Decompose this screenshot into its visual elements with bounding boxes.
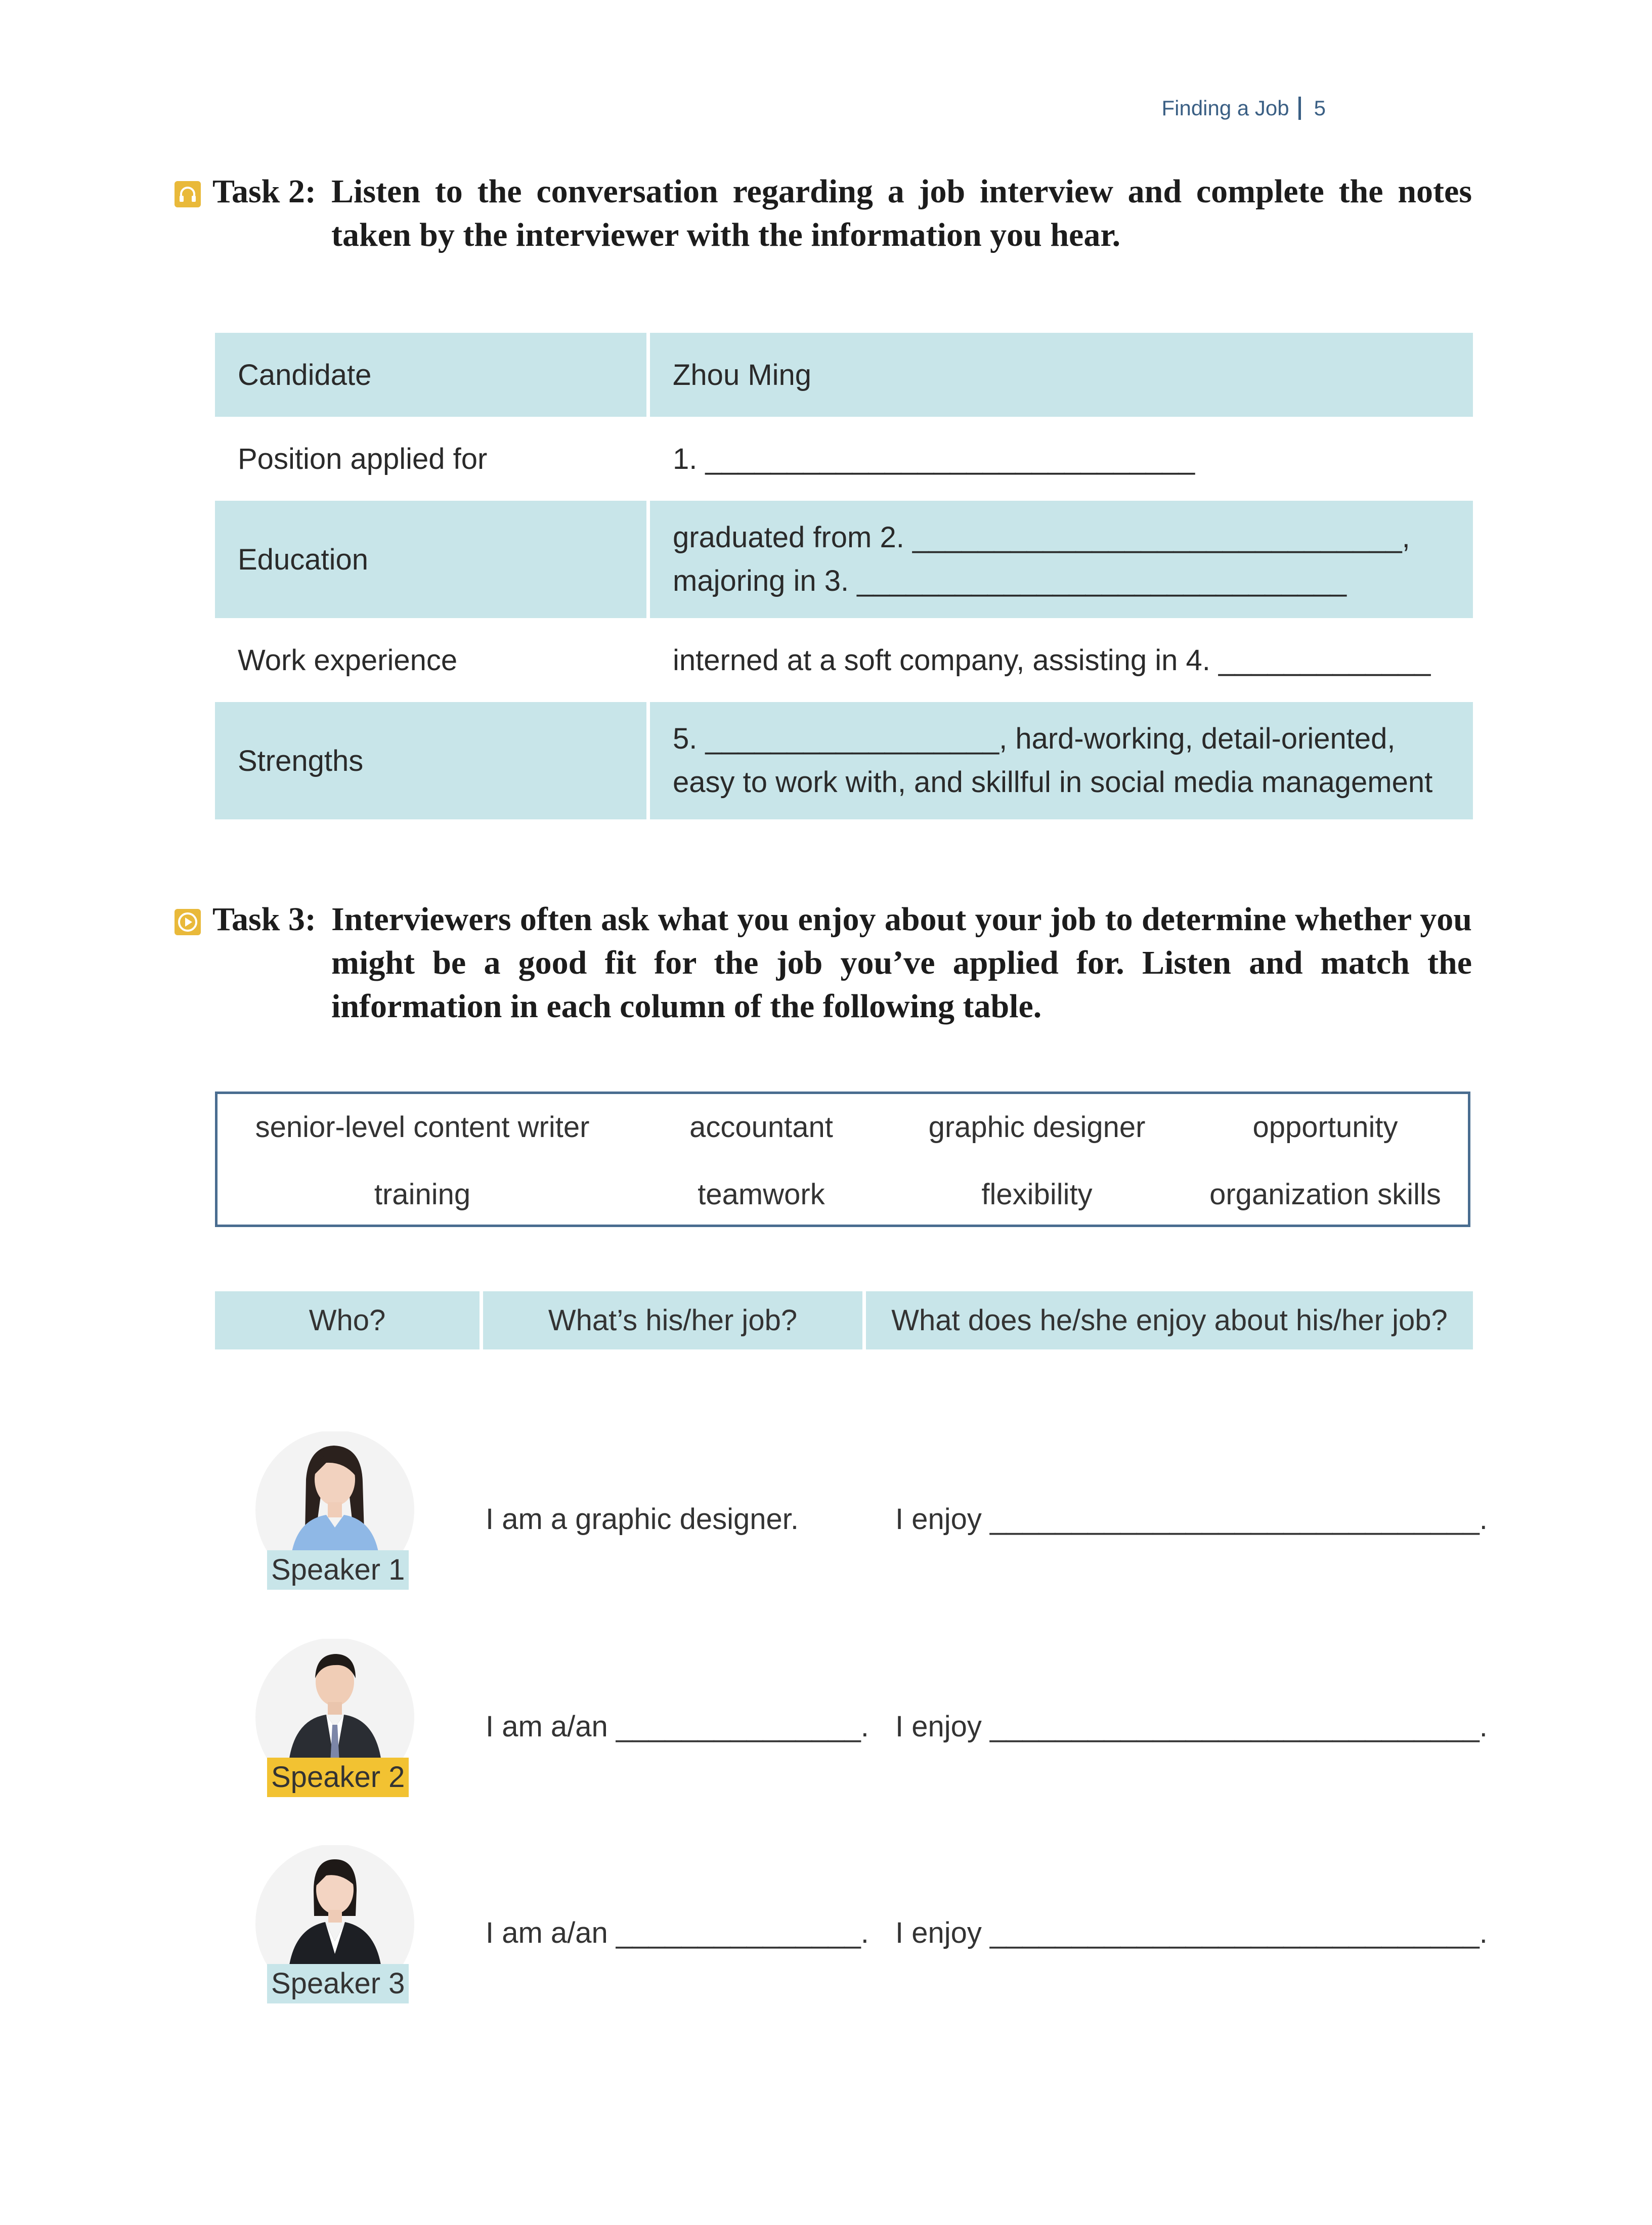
task-2-label: Task 2: [212,173,316,210]
speaker-1-photo [255,1431,415,1558]
notes-row-position [215,417,1473,501]
page-number: 5 [1314,96,1326,120]
notes-row-education [215,501,1473,618]
column-header-job: What’s his/her job? [483,1291,866,1349]
speaker-1-job: I am a graphic designer. [486,1503,799,1536]
chapter-title: Finding a Job [1161,96,1289,120]
speaker-3-job-blank[interactable]: I am a/an _______________. [486,1916,869,1949]
notes-row-work-experience [215,618,1473,702]
blank-2[interactable]: graduated from 2. ______________________________, [673,521,1410,554]
strengths-text: easy to work with, and skillful in social media management [673,766,1433,799]
speaker-1-tag: Speaker 1 [267,1550,409,1590]
notes-row-candidate [215,333,1473,417]
blank-4[interactable]: interned at a soft company, assisting in 4. _____________ [673,643,1431,677]
speaker-3-tag: Speaker 3 [267,1964,409,2003]
field-value [648,702,1473,819]
blank-3[interactable]: majoring in 3. ______________________________ [673,564,1346,597]
word-option[interactable]: opportunity [1252,1111,1398,1144]
column-header-who: Who? [215,1291,483,1349]
word-bank [215,1092,1470,1227]
field-value [648,501,1473,618]
speaker-2-tag: Speaker 2 [267,1758,409,1797]
word-option[interactable]: training [374,1178,471,1211]
blank-5[interactable]: 5. __________________, hard-working, detail-oriented, [673,722,1396,755]
speaker-2-enjoy-blank[interactable]: I enjoy ______________________________. [895,1710,1488,1743]
word-option[interactable]: organization skills [1209,1178,1441,1211]
field-label: Strengths [215,702,648,819]
header-divider [1298,97,1301,120]
notes-row-strengths [215,702,1473,819]
speaker-3-enjoy-blank[interactable]: I enjoy ______________________________. [895,1916,1488,1949]
speaker-2-photo [255,1639,415,1765]
interview-notes-table [215,333,1473,819]
word-option[interactable]: flexibility [981,1178,1093,1211]
field-label: Position applied for [215,417,648,501]
task-3-label: Task 3: [212,901,316,938]
word-option[interactable]: teamwork [698,1178,825,1211]
field-value: Zhou Ming [648,333,1473,417]
matching-table-header [215,1291,1473,1349]
task-3-instruction: Interviewers often ask what you enjoy about your job to determine whether you might be a good fit for the job you’ve applied for. Listen and match the information in each column of the following table. [331,901,1472,1025]
column-header-enjoy: What does he/she enjoy about his/her job? [866,1291,1473,1349]
speaker-1-enjoy-blank[interactable]: I enjoy ______________________________. [895,1503,1488,1536]
blank-1[interactable]: 1. ______________________________ [673,442,1195,475]
word-option[interactable]: graphic designer [928,1111,1146,1144]
word-option[interactable]: accountant [689,1111,833,1144]
speaker-2-job-blank[interactable]: I am a/an _______________. [486,1710,869,1743]
speaker-3-photo [255,1845,415,1972]
field-label: Education [215,501,648,618]
play-icon[interactable] [175,909,201,935]
page-header [1161,96,1326,120]
field-label: Work experience [215,618,648,702]
field-label: Candidate [215,333,648,417]
task-2-instruction: Listen to the conversation regarding a job interview and complete the notes taken by the interviewer with the information you hear. [331,173,1472,253]
headphones-icon[interactable] [175,181,201,207]
word-option[interactable]: senior-level content writer [255,1111,590,1144]
